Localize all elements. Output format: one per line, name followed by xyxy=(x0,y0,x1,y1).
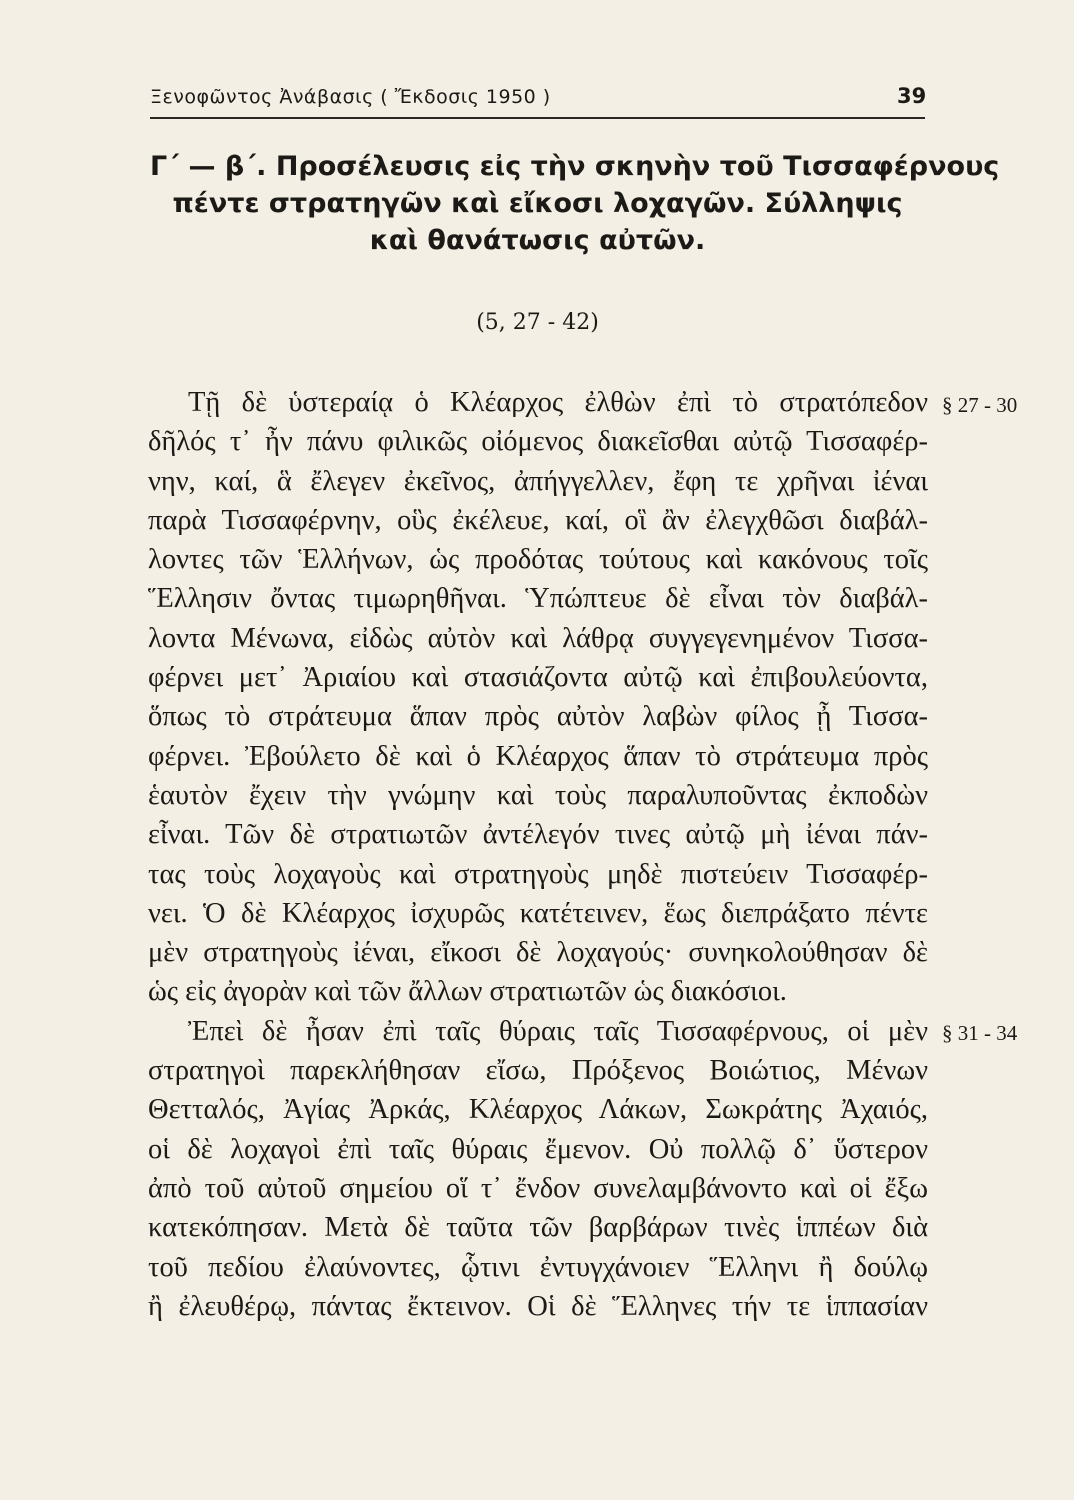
text-line: εἶναι. Τῶν δὲ στρατιωτῶν ἀντέλεγόν τινες αὐτῷ μὴ ἰέναι πάν- xyxy=(148,819,928,851)
text-line: Τῇ δὲ ὑστεραίᾳ ὁ Κλέαρχος ἐλθὼν ἐπὶ τὸ στρατόπεδον xyxy=(188,387,928,418)
section-heading xyxy=(150,148,1000,259)
passage-range: (5, 27 - 42) xyxy=(476,310,599,335)
running-title: Ξενοφῶντος Ἀνάβασις ( Ἔκδοσις 1950 ) xyxy=(150,86,551,108)
heading-line: πέντε στρατηγῶν καὶ εἴκοσι λοχαγῶν. Σύλληψις xyxy=(172,188,903,219)
heading-line: καὶ θανάτωσις αὐτῶν. xyxy=(369,225,706,256)
margin-note-section: § 31 - 34 xyxy=(942,1021,1018,1045)
text-line: παρὰ Τισσαφέρνην, οὓς ἐκέλευε, καί, οἳ ἂν ἐλεγχθῶσι διαβάλ- xyxy=(148,504,928,536)
margin-note-section: § 27 - 30 xyxy=(942,393,1018,417)
text-line: ἢ ἐλευθέρῳ, πάντας ἔκτεινον. Οἱ δὲ Ἕλληνες τήν τε ἱππασίαν xyxy=(148,1290,928,1322)
text-line: κατεκόπησαν. Μετὰ δὲ ταῦτα τῶν βαρβάρων τινὲς ἱππέων διὰ xyxy=(148,1212,928,1244)
text-line: λοντα Μένωνα, εἰδὼς αὐτὸν καὶ λάθρᾳ συγγεγενημένον Τισσα- xyxy=(148,622,928,654)
text-line: λοντες τῶν Ἑλλήνων, ὡς προδότας τούτους καὶ κακόνους τοῖς xyxy=(148,544,928,576)
header-rule xyxy=(150,117,925,119)
text-line: οἱ δὲ λοχαγοὶ ἐπὶ ταῖς θύραις ἔμενον. Οὐ πολλῷ δ᾽ ὕστερον xyxy=(148,1133,928,1165)
text-line: Θετταλός, Ἀγίας Ἀρκάς, Κλέαρχος Λάκων, Σωκράτης Ἀχαιός, xyxy=(148,1094,928,1126)
text-line: ὡς εἰς ἀγορὰν καὶ τῶν ἄλλων στρατιωτῶν ὡς διακόσιοι. xyxy=(148,976,787,1008)
text-line: ἀπὸ τοῦ αὐτοῦ σημείου οἵ τ᾽ ἔνδον συνελαμβάνοντο καὶ οἱ ἔξω xyxy=(148,1172,928,1204)
text-line: Ἐπεὶ δὲ ἦσαν ἐπὶ ταῖς θύραις ταῖς Τισσαφέρνους, οἱ μὲν xyxy=(188,1015,928,1047)
text-line: δῆλός τ᾽ ἦν πάνυ φιλικῶς οἰόμενος διακεῖσθαι αὐτῷ Τισσαφέρ- xyxy=(148,426,928,458)
text-line: μὲν στρατηγοὺς ἰέναι, εἴκοσι δὲ λοχαγούς· συνηκολούθησαν δὲ xyxy=(148,937,928,969)
page-number: 39 xyxy=(897,84,927,108)
text-line: Ἕλλησιν ὄντας τιμωρηθῆναι. Ὑπώπτευε δὲ εἶναι τὸν διαβάλ- xyxy=(148,583,928,615)
text-line: νει. Ὁ δὲ Κλέαρχος ἰσχυρῶς κατέτεινεν, ἕως διεπράξατο πέντε xyxy=(148,897,928,929)
text-line: φέρνει μετ᾽ Ἀριαίου καὶ στασιάζοντα αὐτῷ καὶ ἐπιβουλεύοντα, xyxy=(148,662,928,694)
text-line: τας τοὺς λοχαγοὺς καὶ στρατηγοὺς μηδὲ πιστεύειν Τισσαφέρ- xyxy=(148,858,928,890)
body-text xyxy=(148,383,928,1326)
text-line: νην, καί, ἃ ἔλεγεν ἐκεῖνος, ἀπήγγελλεν, ἔφη τε χρῆναι ἰέναι xyxy=(148,465,928,497)
text-line: στρατηγοὶ παρεκλήθησαν εἴσω, Πρόξενος Βοιώτιος, Μένων xyxy=(148,1055,928,1087)
text-line: ἑαυτὸν ἔχειν τὴν γνώμην καὶ τοὺς παραλυποῦντας ἐκποδὼν xyxy=(148,779,928,811)
heading-line: Γ΄ — β΄. Προσέλευσις εἰς τὴν σκηνὴν τοῦ Τισσαφέρνους xyxy=(150,151,1000,182)
text-line: τοῦ πεδίου ἐλαύνοντες, ᾧτινι ἐντυγχάνοιεν Ἕλληνι ἢ δούλῳ xyxy=(148,1251,928,1283)
text-line: ὅπως τὸ στράτευμα ἅπαν πρὸς αὐτὸν λαβὼν φίλος ᾖ Τισσα- xyxy=(148,701,928,733)
text-line: φέρνει. Ἐβούλετο δὲ καὶ ὁ Κλέαρχος ἅπαν τὸ στράτευμα πρὸς xyxy=(148,740,928,772)
